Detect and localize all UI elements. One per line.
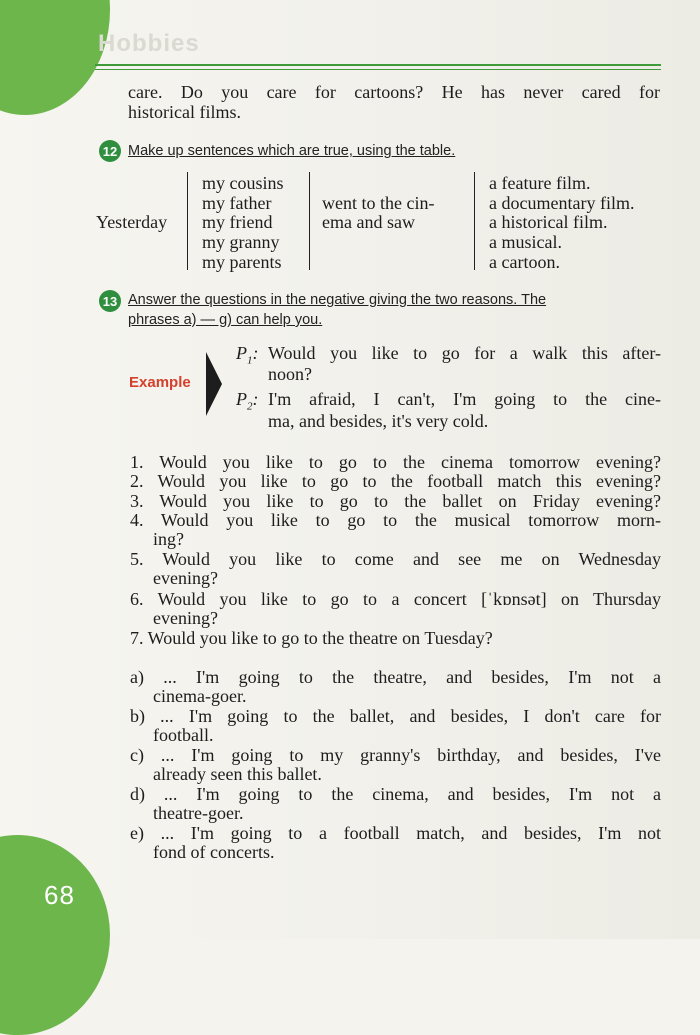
example-label: Example: [129, 374, 191, 391]
p1-sub: 1: [247, 354, 253, 367]
exercise-13-instruction-line-2: phrases a) — g) can help you.: [128, 312, 323, 328]
table-time-cell: Yesterday: [96, 212, 168, 232]
answer-option: a) ... I'm going to the theatre, and besides, I'm not a: [130, 667, 661, 687]
exercise-12-instruction: Make up sentences which are true, using the table.: [128, 143, 456, 159]
example-p2-speaker: $P_2$:: [236, 389, 259, 413]
p2-sub: 2: [247, 400, 253, 413]
answer-option: b) ... I'm going to the ballet, and besides, I don't care for: [130, 706, 661, 726]
table-object: a feature film.: [489, 173, 591, 193]
answer-continuation: theatre-goer.: [153, 803, 244, 823]
table-object: a musical.: [489, 232, 562, 252]
example-p1-line-2: noon?: [268, 364, 312, 384]
p2-label: P: [236, 389, 247, 409]
question-item: 5. Would you like to come and see me on Wednesday: [130, 549, 661, 569]
question-continuation: ing?: [153, 529, 184, 549]
answer-option: e) ... I'm going to a football match, and besides, I'm not: [130, 823, 661, 843]
exercise-13-instruction-line-1: Answer the questions in the negative giving the two reasons. The: [128, 292, 547, 308]
answer-continuation: fond of concerts.: [153, 842, 275, 862]
question-item: 4. Would you like to go to the musical tomorrow morn-: [130, 510, 661, 530]
table-verb-line-2: ema and saw: [322, 212, 415, 232]
header-rule: [95, 64, 661, 66]
question-item: 6. Would you like to go to a concert [ˈkɒnsət] on Thursday: [130, 589, 661, 609]
question-item: 2. Would you like to go to the football match this evening?: [130, 471, 661, 491]
table-subject: my parents: [202, 252, 282, 272]
example-p2-line-1: I'm afraid, I can't, I'm going to the cine-: [268, 389, 661, 409]
answer-option: c) ... I'm going to my granny's birthday, and besides, I've: [130, 745, 661, 765]
question-continuation: evening?: [153, 568, 218, 588]
table-object: a documentary film.: [489, 193, 635, 213]
header-rule-thin: [95, 69, 661, 70]
example-p2-line-2: ma, and besides, it's very cold.: [268, 411, 489, 431]
intro-line-1: care. Do you care for cartoons? He has never cared for: [128, 82, 660, 102]
question-continuation: evening?: [153, 608, 218, 628]
table-subject: my father: [202, 193, 272, 213]
example-p1-line-1: Would you like to go for a walk this after-: [268, 343, 661, 363]
exercise-13-number: 13: [99, 290, 121, 312]
answer-option: d) ... I'm going to the cinema, and besides, I'm not a: [130, 784, 661, 804]
answer-continuation: cinema-goer.: [153, 686, 247, 706]
section-title: Hobbies: [98, 30, 200, 57]
answer-continuation: already seen this ballet.: [153, 764, 322, 784]
page-number: 68: [44, 880, 75, 910]
question-item: 7. Would you like to go to the theatre on Tuesday?: [130, 628, 493, 648]
answer-continuation: football.: [153, 725, 214, 745]
table-subject: my friend: [202, 212, 273, 232]
question-item: 3. Would you like to go to the ballet on Friday evening?: [130, 491, 661, 511]
table-subject: my cousins: [202, 173, 284, 193]
table-divider-2: [309, 172, 310, 270]
p1-label: P: [236, 343, 247, 363]
table-object: a cartoon.: [489, 252, 560, 272]
example-p1-speaker: $P_1$:: [236, 343, 259, 367]
table-verb-line-1: went to the cin-: [322, 193, 435, 213]
example-arrow-icon: [206, 352, 222, 416]
intro-line-2: historical films.: [128, 102, 241, 122]
table-divider-1: [187, 172, 188, 270]
table-divider-3: [474, 172, 475, 270]
question-item: 1. Would you like to go to the cinema tomorrow evening?: [130, 452, 661, 472]
exercise-12-number: 12: [99, 140, 121, 162]
table-subject: my granny: [202, 232, 280, 252]
table-object: a historical film.: [489, 212, 608, 232]
